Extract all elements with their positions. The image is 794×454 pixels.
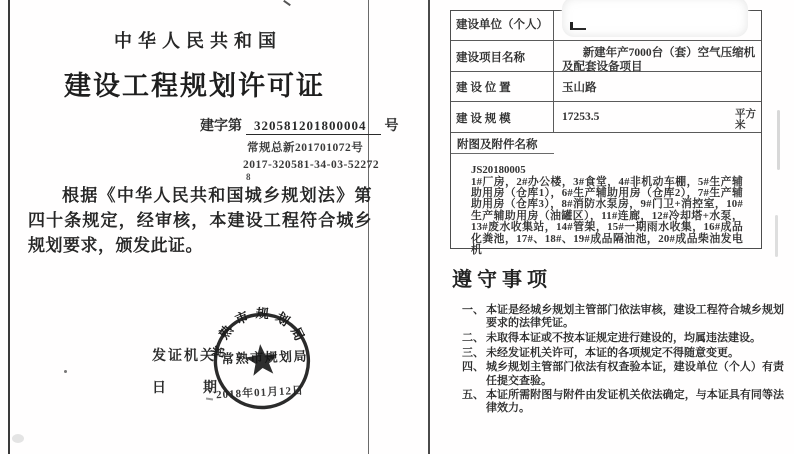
notice-item-number: 四、 bbox=[462, 361, 484, 374]
row-label: 建设单位（个人） bbox=[451, 11, 554, 40]
attachment-list: 1#厂房，2#办公楼，3#食堂，4#非机动车棚，5#生产辅助用房（仓库1），6#生产辅助用房（仓库2），7#生产辅助用房（仓库3），8#消防水泵房，9#门卫+消控室，10#生产辅助用房（油罐区），11#连廊，12#冷却塔+水泵，13#废水收集站，14#管架，15#一期雨水收集，16#成品化粪池，17#、18#、19#成品隔油池，20#成品柴油发电机 bbox=[471, 175, 743, 256]
date-label: 日 期 bbox=[152, 381, 220, 396]
notice-item-text: 本证所需附图与附件由发证机关依法确定，与本证具有同等法律效力。 bbox=[486, 389, 784, 415]
notice-item-number: 一、 bbox=[462, 304, 484, 316]
row-label: 建 设 位 置 bbox=[451, 72, 554, 101]
row-label: 建 设 规 模 bbox=[451, 102, 554, 132]
notice-heading: 遵守事项 bbox=[452, 269, 552, 291]
registration-number: 常规总新201701072号 bbox=[247, 142, 364, 154]
notice-item-text: 未经发证机关许可，本证的各项规定不得随意变更。 bbox=[486, 346, 739, 359]
table-row-project-name bbox=[451, 41, 761, 72]
scan-artifact bbox=[777, 110, 780, 170]
notice-item-text: 未取得本证或不按本证规定进行建设的，均属违法建设。 bbox=[486, 331, 761, 344]
country-name: 中华人民共和国 bbox=[114, 31, 282, 51]
seal-stamp-date: 2018年01月12日 bbox=[215, 384, 305, 402]
row-value: 玉山路 bbox=[562, 82, 597, 94]
permit-number-line bbox=[200, 115, 399, 135]
right-page-left-border bbox=[428, 0, 430, 454]
unit-label: 平方米 bbox=[735, 109, 756, 131]
notice-item bbox=[462, 389, 784, 415]
notice-item bbox=[462, 332, 784, 345]
permit-title: 建设工程规划许可证 bbox=[64, 71, 325, 101]
permit-table bbox=[450, 10, 762, 256]
notice-item-text: 城乡规划主管部门依法有权查验本证，建设单位（个人）有责任提交查验。 bbox=[486, 361, 784, 387]
seal-stamp-name: 常熟市规划局 bbox=[220, 348, 309, 367]
scale-value: 17253.5 bbox=[562, 111, 600, 123]
file-number: 2017-320581-34-03-52272 bbox=[243, 159, 380, 171]
attachment-code: JS20180005 bbox=[471, 164, 526, 176]
table-row-location bbox=[451, 72, 761, 102]
table-row-scale bbox=[451, 102, 761, 133]
file-number-wrap: 8 bbox=[246, 172, 251, 182]
scan-artifact bbox=[283, 0, 291, 6]
notice-item bbox=[462, 304, 784, 330]
notice-list bbox=[462, 304, 784, 417]
permit-number-suffix: 号 bbox=[384, 119, 399, 134]
notice-item-number: 二、 bbox=[462, 331, 484, 344]
notice-item-number: 五、 bbox=[462, 389, 484, 402]
notice-item bbox=[462, 361, 784, 387]
row-value bbox=[554, 102, 761, 132]
attachment-body bbox=[451, 154, 761, 256]
left-page-edge-line bbox=[8, 0, 10, 454]
row-label: 建设项目名称 bbox=[451, 41, 554, 71]
scan-artifact bbox=[775, 215, 778, 257]
seal-arc-text: 常熟市规划局 bbox=[210, 305, 311, 360]
issuer-label: 发证机关 bbox=[152, 349, 216, 364]
row-value: 新建年产7000台（套）空气压缩机及配套设备项目 bbox=[562, 47, 756, 73]
permit-number: 320581201800004 bbox=[246, 118, 381, 135]
notice-item-text: 本证是经城乡规划主管部门依法审核，建设工程符合城乡规划要求的法律凭证。 bbox=[486, 304, 784, 330]
notice-item bbox=[462, 347, 784, 360]
scan-artifact bbox=[12, 434, 24, 443]
permit-statement: 根据《中华人民共和国城乡规划法》第四十条规定，经审核，本建设工程符合城乡规划要求，颁发此证。 bbox=[28, 186, 372, 255]
notice-item-number: 三、 bbox=[462, 346, 484, 359]
attachment-label: 附图及附件名称 bbox=[451, 133, 761, 154]
scan-artifact bbox=[64, 370, 67, 373]
redaction-blob bbox=[562, 0, 748, 37]
permit-number-prefix: 建字第 bbox=[200, 119, 242, 134]
pen-mark bbox=[570, 22, 586, 30]
